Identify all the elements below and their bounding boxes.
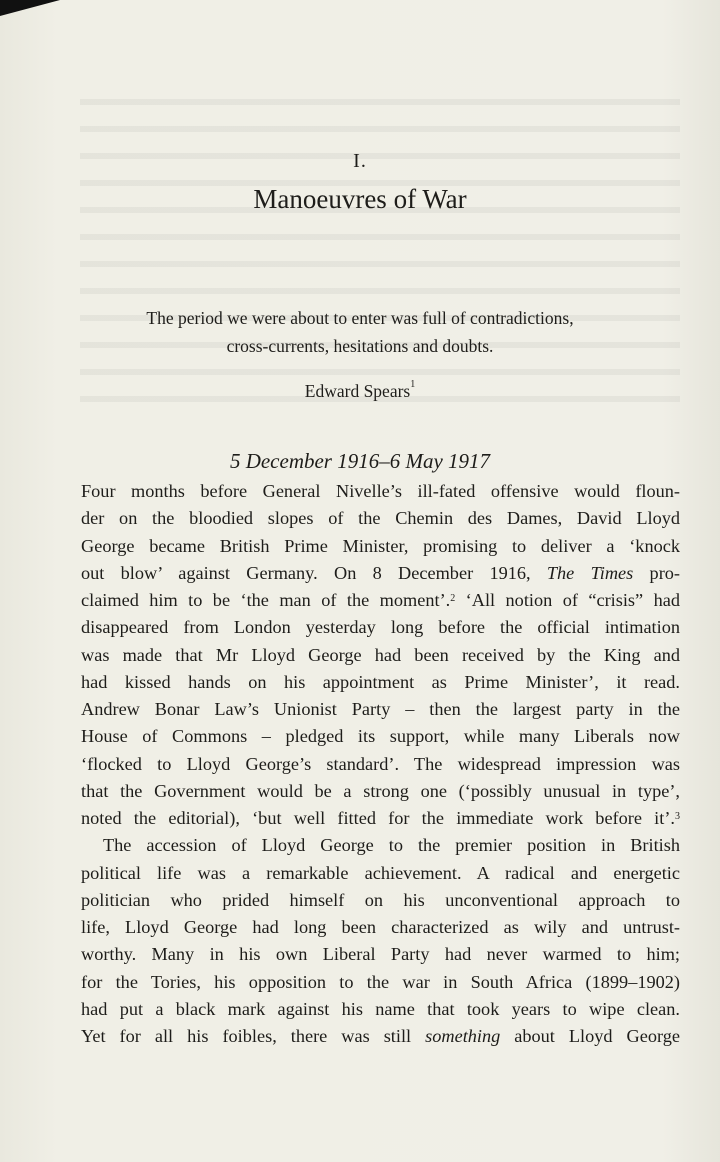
text-line bbox=[81, 914, 680, 941]
text-line bbox=[81, 832, 680, 859]
text-segment: George became British Prime Minister, promising to deliver a ‘knock bbox=[81, 535, 680, 556]
text-line bbox=[81, 778, 680, 805]
chapter-title: Manoeuvres of War bbox=[253, 184, 467, 214]
section-date-heading: 5 December 1916–6 May 1917 bbox=[229, 449, 491, 473]
text-line bbox=[81, 696, 680, 723]
text-line bbox=[81, 1023, 680, 1050]
text-line bbox=[81, 941, 680, 968]
text-segment: ‘All notion of “crisis” had bbox=[455, 590, 680, 610]
text-segment: noted the editorial), ‘but well fitted for the immediate work before it’. bbox=[81, 808, 675, 828]
text-segment: political life was a remarkable achievement. A radical and energetic bbox=[81, 862, 680, 883]
text-segment: for the Tories, his opposition to the war in South Africa (1899–1902) bbox=[81, 971, 680, 992]
text-segment: Andrew Bonar Law’s Unionist Party – then the largest party in the bbox=[81, 699, 680, 719]
text-line bbox=[81, 805, 680, 832]
text-segment: House of Commons – pledged its support, while many Liberals now bbox=[81, 726, 680, 747]
text-segment: disappeared from London yesterday long before the official intimation bbox=[81, 617, 680, 638]
text-segment: life, Lloyd George had long been characterized as wily and untrust- bbox=[81, 917, 680, 937]
epigraph-author: Edward Spears bbox=[304, 381, 411, 401]
text-segment: worthy. Many in his own Liberal Party had never warmed to him; bbox=[81, 944, 680, 965]
text-segment: ‘flocked to Lloyd George’s standard’. The widespread impression was bbox=[81, 753, 680, 774]
text-line bbox=[81, 642, 680, 669]
footnote-marker: 3 bbox=[675, 811, 680, 822]
text-line bbox=[81, 723, 680, 750]
text-line bbox=[81, 669, 680, 696]
text-line bbox=[81, 614, 680, 641]
epigraph-attribution bbox=[0, 381, 720, 402]
text-segment: had kissed hands on his appointment as Prime Minister’, it read. bbox=[81, 671, 680, 692]
footnote-marker: 1 bbox=[410, 379, 416, 390]
text-segment: The accession of Lloyd George to the premier position in British bbox=[103, 835, 680, 856]
bleed-through-text bbox=[80, 85, 680, 415]
text-line bbox=[81, 996, 680, 1023]
italic-text: The Times bbox=[546, 562, 634, 583]
text-line bbox=[81, 587, 680, 614]
text-line bbox=[81, 478, 680, 505]
text-segment: Yet for all his foibles, there was still bbox=[81, 1026, 426, 1046]
text-segment: pro- bbox=[633, 562, 680, 583]
text-segment: was made that Mr Lloyd George had been received by the King and bbox=[81, 644, 680, 665]
body-text bbox=[81, 478, 680, 1050]
text-segment: that the Government would be a strong one (‘possibly unusual in type’, bbox=[81, 780, 680, 801]
text-line bbox=[81, 751, 680, 778]
text-segment: der on the bloodied slopes of the Chemin des Dames, David Lloyd bbox=[81, 508, 680, 529]
text-line bbox=[81, 533, 680, 560]
text-segment: claimed him to be ‘the man of the moment’. bbox=[81, 590, 451, 610]
epigraph-line-1: The period we were about to enter was full of contradictions, bbox=[146, 308, 574, 328]
text-segment: about Lloyd George bbox=[500, 1026, 680, 1046]
text-line bbox=[81, 560, 680, 587]
text-segment: Four months before General Nivelle’s ill-fated offensive would floun- bbox=[81, 481, 680, 501]
page-corner-shadow bbox=[0, 0, 60, 16]
chapter-number: I. bbox=[353, 150, 367, 172]
text-segment: out blow’ against Germany. On 8 December 1916, bbox=[81, 562, 547, 583]
text-line bbox=[81, 887, 680, 914]
epigraph-line-2: cross-currents, hesitations and doubts. bbox=[226, 336, 494, 356]
text-line bbox=[81, 860, 680, 887]
footnote-marker: 2 bbox=[450, 593, 456, 604]
italic-text: something bbox=[425, 1026, 501, 1046]
text-line bbox=[81, 505, 680, 532]
text-segment: had put a black mark against his name that took years to wipe clean. bbox=[81, 998, 680, 1019]
text-line bbox=[81, 969, 680, 996]
text-segment: politician who prided himself on his unconventional approach to bbox=[81, 889, 680, 910]
